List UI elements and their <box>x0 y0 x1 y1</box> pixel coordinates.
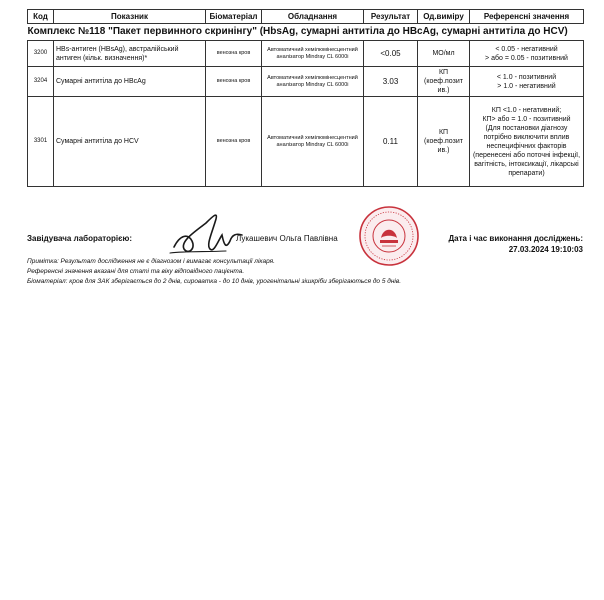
row-unit: МО/мл <box>418 41 470 67</box>
execution-datetime-value: 27.03.2024 19:10:03 <box>508 245 583 254</box>
results-table <box>27 9 584 187</box>
signature-block <box>27 205 583 265</box>
row-reference: < 1.0 - позитивний > 1.0 - негативний <box>470 67 584 97</box>
row-result: <0.05 <box>364 41 418 67</box>
head-of-lab-name: Лукашевич Ольга Павлівна <box>236 234 338 243</box>
row-equipment: Автоматичний хемілюмінесцентний аналізатор Mindray CL 6000i <box>262 41 364 67</box>
header-code: Код <box>28 10 54 24</box>
row-result: 3.03 <box>364 67 418 97</box>
row-reference: < 0.05 - негативний > або = 0.05 - позитивний <box>470 41 584 67</box>
complex-title-row <box>28 24 584 41</box>
note-biomaterial-storage: Біоматеріал: кров для ЗАК зберігається до 2 днів, сироватка - до 10 днів, урогенітальні зішкріби зберігаються до 5 днів. <box>27 278 402 285</box>
row-equipment: Автоматичний хемілюмінесцентний аналізатор Mindray CL 6000i <box>262 67 364 97</box>
row-biomaterial: венозна кров <box>206 97 262 187</box>
report-notes <box>27 257 587 287</box>
row-reference: КП <1.0 - негативний; КП> або = 1.0 - позитивний (Для постановки діагнозу потрібно виключити вплив неспецифічних факторів (перенесені або поточні інфекції, вагітність, інтоксикації, лікарські препарати) <box>470 97 584 187</box>
row-indicator: Сумарні антитіла до HBcAg <box>54 67 206 97</box>
table-row <box>28 67 584 97</box>
header-equipment: Обладнання <box>262 10 364 24</box>
header-result: Результат <box>364 10 418 24</box>
row-unit: КП (коеф.позит ив.) <box>418 67 470 97</box>
row-indicator: Сумарні антитіла до HCV <box>54 97 206 187</box>
row-code: 3204 <box>28 67 54 97</box>
row-result: 0.11 <box>364 97 418 187</box>
row-code: 3301 <box>28 97 54 187</box>
row-unit: КП (коеф.позит ив.) <box>418 97 470 187</box>
header-indicator: Показник <box>54 10 206 24</box>
table-row <box>28 97 584 187</box>
header-biomaterial: Біоматеріал <box>206 10 262 24</box>
row-biomaterial: венозна кров <box>206 67 262 97</box>
note-disclaimer: Примітка: Результат дослідження не є діагнозом і вимагає консультації лікаря. <box>27 258 275 265</box>
row-equipment: Автоматичний хемілюмінесцентний аналізатор Mindray CL 6000i <box>262 97 364 187</box>
row-indicator: HBs-антиген (HBsAg), австралійський антиген (кільк. визначення)* <box>54 41 206 67</box>
header-reference: Референсні значення <box>470 10 584 24</box>
complex-title: Комплекс №118 "Пакет первинного скринінгу" (HbsAg, сумарні антитіла до HBcAg, сумарні антитіла до HCV) <box>28 24 584 41</box>
note-reference-values: Референсні значення вказані для статі та віку відповідного пацієнта. <box>27 268 245 275</box>
header-unit: Од.виміру <box>418 10 470 24</box>
execution-datetime-label: Дата і час виконання досліджень: <box>448 234 583 243</box>
row-code: 3200 <box>28 41 54 67</box>
table-header-row <box>28 10 584 24</box>
row-biomaterial: венозна кров <box>206 41 262 67</box>
head-of-lab-label: Завідувача лабораторією: <box>27 234 133 243</box>
table-row <box>28 41 584 67</box>
